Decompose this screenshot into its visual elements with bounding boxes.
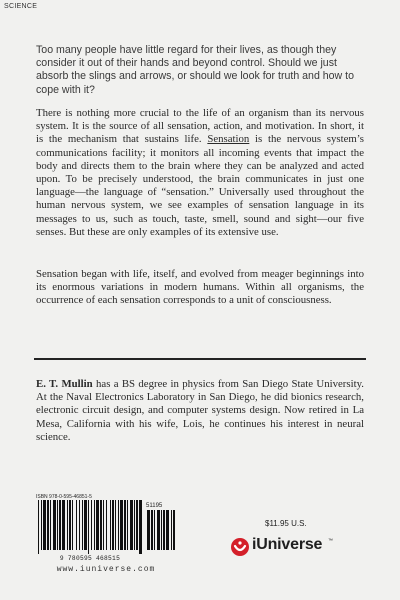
publisher-url: www.iuniverse.com — [56, 565, 156, 574]
barcode-bar — [124, 500, 126, 550]
barcode-addon-bar — [166, 510, 169, 550]
sensation-underlined: Sensation — [207, 133, 250, 146]
barcode-bar — [76, 500, 77, 550]
description-paragraph-2: Sensation began with life, itself, and evolved from meager beginnings into its enormous variations in modern humans. Within all organisms, the occurrence of each sensation corresponds to a unit of consciousness. — [36, 268, 364, 307]
barcode-bar — [84, 500, 87, 550]
trademark-symbol: ™ — [328, 538, 333, 544]
isbn-label: ISBN 978-0-595-46851-5 — [36, 494, 92, 500]
author-bio — [36, 378, 364, 444]
barcode-addon-bar — [151, 510, 153, 550]
barcode-addon-bar — [147, 510, 150, 550]
section-divider — [34, 358, 366, 360]
barcode-bar — [118, 500, 119, 550]
barcode-digits: 9 780595 468515 — [59, 555, 121, 562]
blurb-text: Too many people have little regard for their lives, as though they consider it out of their hands and beyond control. Should we just absorb the slings and arrows, or should we look for truth and how to cope with it? — [36, 44, 354, 96]
barcode-bar — [120, 500, 123, 550]
barcode-addon-bar — [163, 510, 165, 550]
description-paragraph-1 — [36, 107, 364, 239]
barcode-bar — [47, 500, 49, 550]
barcode-bar — [67, 500, 68, 550]
barcode-bar — [57, 500, 58, 550]
barcode-bar — [100, 500, 102, 550]
barcode-bar — [38, 500, 39, 554]
publisher-name: iUniverse — [252, 536, 323, 553]
barcode-bar — [106, 500, 107, 550]
barcode-bar — [69, 500, 71, 550]
barcode-bar — [91, 500, 92, 550]
barcode-bar — [62, 500, 65, 550]
barcode-addon-bar — [161, 510, 162, 550]
barcode-bar — [115, 500, 116, 550]
author-bio-text: has a BS degree in physics from San Diego State University. At the Naval Electronics Laboratory in San Diego, he did bionics research, electronic circuit design, and computer systems design. Now retired in La Mesa, California with his wife, Lois, he continues his interest in neural science. — [36, 378, 364, 443]
barcode-bar — [82, 500, 83, 550]
author-name: E. T. Mullin — [36, 378, 93, 390]
barcode-bar — [96, 500, 99, 550]
barcode-bar — [50, 500, 51, 550]
paragraph-1-part-1: There is nothing more crucial to the life of an organism than its nervous system. It is the source of all sensation, action, and motivation. In short, it is the mechanism that sustains life. — [36, 107, 364, 146]
barcode-bar — [130, 500, 133, 550]
barcode-addon-bar — [173, 510, 175, 550]
paragraph-1-part-2: is the nervous system’s communications facility; it monitors all incoming events that impact the body and directs them to the brain where they can be analyzed and acted upon. To be precisely understood, the brain communicates in just one language—the language of “sensation.” Universally used throughout the human nervous system, we see examples of sensation language in its messages to us, such as touch, taste, smell, sound and sight—our five senses. But these are only examples of its extensive use. — [36, 133, 364, 238]
barcode-bar — [41, 500, 42, 550]
barcode-addon-bar — [157, 510, 160, 550]
category-label: SCIENCE — [4, 3, 38, 10]
barcode-bar — [136, 500, 138, 550]
publisher-logo — [230, 535, 380, 559]
barcode-bar — [103, 500, 104, 550]
barcode-bar — [53, 500, 56, 550]
barcode-addon-bar — [154, 510, 155, 550]
barcode-bar — [134, 500, 135, 550]
barcode-addon-number: 51195 — [146, 503, 163, 509]
iuniverse-logo-icon — [230, 537, 250, 557]
barcode-bar — [79, 500, 80, 550]
barcode-bar — [94, 500, 95, 550]
barcode-addon-bar — [171, 510, 172, 550]
barcode-bar — [88, 500, 89, 554]
barcode-bar — [139, 500, 142, 554]
barcode-bar — [59, 500, 61, 550]
barcode-bar — [110, 500, 111, 550]
barcode-bar — [112, 500, 114, 550]
barcode-bar — [43, 500, 46, 550]
barcode-bar — [72, 500, 73, 550]
price-label: $11.95 U.S. — [265, 519, 307, 528]
barcode-bar — [127, 500, 128, 550]
